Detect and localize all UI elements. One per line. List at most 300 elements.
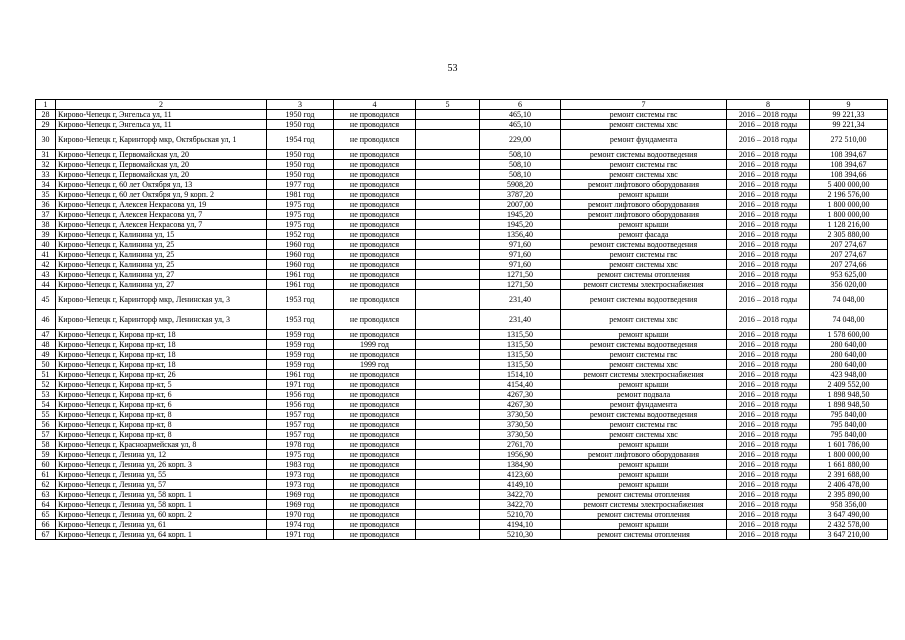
build-year-cell: 1952 год — [267, 230, 334, 240]
period-cell: 2016 – 2018 годы — [727, 230, 810, 240]
table-row — [36, 190, 888, 200]
empty-cell — [416, 350, 480, 360]
last-repair-cell: не проводился — [334, 400, 416, 410]
empty-cell — [416, 130, 480, 150]
row-number: 28 — [36, 110, 56, 120]
last-repair-cell: не проводился — [334, 250, 416, 260]
empty-cell — [416, 240, 480, 250]
table-row — [36, 200, 888, 210]
address-cell: Кирово-Чепецк г, Калинина ул, 25 — [56, 240, 267, 250]
cost-cell: 2 196 576,00 — [810, 190, 888, 200]
address-cell: Кирово-Чепецк г, Кирова пр-кт, 6 — [56, 390, 267, 400]
period-cell: 2016 – 2018 годы — [727, 520, 810, 530]
table-row — [36, 450, 888, 460]
empty-cell — [416, 370, 480, 380]
row-number: 37 — [36, 210, 56, 220]
table-row — [36, 430, 888, 440]
table-row — [36, 490, 888, 500]
row-number: 64 — [36, 500, 56, 510]
work-type-cell: ремонт крыши — [561, 480, 727, 490]
area-cell: 3730,50 — [480, 420, 561, 430]
cost-cell: 1 800 000,00 — [810, 210, 888, 220]
table-row — [36, 440, 888, 450]
row-number: 55 — [36, 410, 56, 420]
empty-cell — [416, 280, 480, 290]
address-cell: Кирово-Чепецк г, Алексея Некрасова ул, 19 — [56, 200, 267, 210]
empty-cell — [416, 520, 480, 530]
build-year-cell: 1974 год — [267, 520, 334, 530]
area-cell: 2007,00 — [480, 200, 561, 210]
cost-cell: 2 432 578,00 — [810, 520, 888, 530]
build-year-cell: 1971 год — [267, 530, 334, 540]
last-repair-cell: не проводился — [334, 310, 416, 330]
period-cell: 2016 – 2018 годы — [727, 270, 810, 280]
address-cell: Кирово-Чепецк г, Ленина ул, 58 корп. 1 — [56, 500, 267, 510]
address-cell: Кирово-Чепецк г, Алексея Некрасова ул, 7 — [56, 210, 267, 220]
empty-cell — [416, 160, 480, 170]
cost-cell: 5 400 000,00 — [810, 180, 888, 190]
build-year-cell: 1960 год — [267, 240, 334, 250]
table-row — [36, 360, 888, 370]
table-row — [36, 290, 888, 310]
address-cell: Кирово-Чепецк г, Энгельса ул, 11 — [56, 120, 267, 130]
address-cell: Кирово-Чепецк г, Кирова пр-кт, 18 — [56, 350, 267, 360]
area-cell: 5210,70 — [480, 510, 561, 520]
column-header: 2 — [56, 100, 267, 110]
cost-cell: 356 020,00 — [810, 280, 888, 290]
build-year-cell: 1953 год — [267, 310, 334, 330]
address-cell: Кирово-Чепецк г, Ленина ул, 57 — [56, 480, 267, 490]
address-cell: Кирово-Чепецк г, Кирова пр-кт, 8 — [56, 410, 267, 420]
empty-cell — [416, 480, 480, 490]
area-cell: 3730,50 — [480, 410, 561, 420]
period-cell: 2016 – 2018 годы — [727, 250, 810, 260]
period-cell: 2016 – 2018 годы — [727, 490, 810, 500]
area-cell: 4149,10 — [480, 480, 561, 490]
cost-cell: 953 625,00 — [810, 270, 888, 280]
cost-cell: 1 578 600,00 — [810, 330, 888, 340]
work-type-cell: ремонт системы гвс — [561, 250, 727, 260]
row-number: 39 — [36, 230, 56, 240]
last-repair-cell: не проводился — [334, 130, 416, 150]
period-cell: 2016 – 2018 годы — [727, 410, 810, 420]
address-cell: Кирово-Чепецк г, Первомайская ул, 20 — [56, 160, 267, 170]
row-number: 61 — [36, 470, 56, 480]
build-year-cell: 1953 год — [267, 290, 334, 310]
last-repair-cell: не проводился — [334, 510, 416, 520]
last-repair-cell: не проводился — [334, 150, 416, 160]
address-cell: Кирово-Чепецк г, Кирова пр-кт, 18 — [56, 340, 267, 350]
work-type-cell: ремонт крыши — [561, 330, 727, 340]
work-type-cell: ремонт лифтового оборудования — [561, 210, 727, 220]
empty-cell — [416, 270, 480, 280]
area-cell: 508,10 — [480, 160, 561, 170]
area-cell: 4154,40 — [480, 380, 561, 390]
area-cell: 465,10 — [480, 110, 561, 120]
area-cell: 231,40 — [480, 290, 561, 310]
row-number: 67 — [36, 530, 56, 540]
row-number: 46 — [36, 310, 56, 330]
period-cell: 2016 – 2018 годы — [727, 530, 810, 540]
empty-cell — [416, 420, 480, 430]
period-cell: 2016 – 2018 годы — [727, 420, 810, 430]
empty-cell — [416, 450, 480, 460]
address-cell: Кирово-Чепецк г, Кирова пр-кт, 8 — [56, 420, 267, 430]
area-cell: 1315,50 — [480, 340, 561, 350]
row-number: 59 — [36, 450, 56, 460]
work-type-cell: ремонт системы хвс — [561, 260, 727, 270]
address-cell: Кирово-Чепецк г, Кирова пр-кт, 6 — [56, 400, 267, 410]
build-year-cell: 1954 год — [267, 130, 334, 150]
work-type-cell: ремонт лифтового оборудования — [561, 200, 727, 210]
column-header: 9 — [810, 100, 888, 110]
address-cell: Кирово-Чепецк г, 60 лет Октября ул, 9 корп. 2 — [56, 190, 267, 200]
address-cell: Кирово-Чепецк г, Алексея Некрасова ул, 7 — [56, 220, 267, 230]
area-cell: 1384,90 — [480, 460, 561, 470]
empty-cell — [416, 110, 480, 120]
last-repair-cell: не проводился — [334, 260, 416, 270]
work-type-cell: ремонт фасада — [561, 230, 727, 240]
empty-cell — [416, 230, 480, 240]
build-year-cell: 1975 год — [267, 220, 334, 230]
last-repair-cell: не проводился — [334, 180, 416, 190]
empty-cell — [416, 330, 480, 340]
cost-cell: 1 800 000,00 — [810, 200, 888, 210]
build-year-cell: 1973 год — [267, 470, 334, 480]
period-cell: 2016 – 2018 годы — [727, 120, 810, 130]
cost-cell: 1 800 000,00 — [810, 450, 888, 460]
table-row — [36, 400, 888, 410]
work-type-cell: ремонт системы водоотведения — [561, 410, 727, 420]
repair-program-table — [35, 99, 888, 540]
row-number: 32 — [36, 160, 56, 170]
area-cell: 5210,30 — [480, 530, 561, 540]
area-cell: 4267,30 — [480, 390, 561, 400]
cost-cell: 280 640,00 — [810, 350, 888, 360]
address-cell: Кирово-Чепецк г, Кирова пр-кт, 26 — [56, 370, 267, 380]
empty-cell — [416, 310, 480, 330]
period-cell: 2016 – 2018 годы — [727, 440, 810, 450]
row-number: 50 — [36, 360, 56, 370]
table-row — [36, 350, 888, 360]
area-cell: 1315,50 — [480, 360, 561, 370]
period-cell: 2016 – 2018 годы — [727, 450, 810, 460]
area-cell: 4194,10 — [480, 520, 561, 530]
address-cell: Кирово-Чепецк г, Ленина ул, 64 корп. 1 — [56, 530, 267, 540]
address-cell: Кирово-Чепецк г, Ленина ул, 55 — [56, 470, 267, 480]
build-year-cell: 1969 год — [267, 500, 334, 510]
address-cell: Кирово-Чепецк г, Каринторф мкр, Ленинская ул, 3 — [56, 310, 267, 330]
last-repair-cell: не проводился — [334, 520, 416, 530]
work-type-cell: ремонт крыши — [561, 460, 727, 470]
address-cell: Кирово-Чепецк г, Ленина ул, 58 корп. 1 — [56, 490, 267, 500]
cost-cell: 207 274,67 — [810, 240, 888, 250]
address-cell: Кирово-Чепецк г, Каринторф мкр, Ленинская ул, 3 — [56, 290, 267, 310]
table-row — [36, 340, 888, 350]
last-repair-cell: не проводился — [334, 170, 416, 180]
last-repair-cell: 1999 год — [334, 340, 416, 350]
build-year-cell: 1956 год — [267, 390, 334, 400]
period-cell: 2016 – 2018 годы — [727, 200, 810, 210]
row-number: 33 — [36, 170, 56, 180]
period-cell: 2016 – 2018 годы — [727, 390, 810, 400]
cost-cell: 1 661 880,00 — [810, 460, 888, 470]
period-cell: 2016 – 2018 годы — [727, 290, 810, 310]
last-repair-cell: не проводился — [334, 480, 416, 490]
cost-cell: 3 647 490,00 — [810, 510, 888, 520]
cost-cell: 958 356,00 — [810, 500, 888, 510]
table-row — [36, 510, 888, 520]
last-repair-cell: не проводился — [334, 530, 416, 540]
cost-cell: 1 601 786,00 — [810, 440, 888, 450]
build-year-cell: 1957 год — [267, 430, 334, 440]
last-repair-cell: не проводился — [334, 350, 416, 360]
work-type-cell: ремонт фундамента — [561, 400, 727, 410]
table-row — [36, 530, 888, 540]
work-type-cell: ремонт фундамента — [561, 130, 727, 150]
table-header-row — [36, 100, 888, 110]
table-row — [36, 240, 888, 250]
row-number: 47 — [36, 330, 56, 340]
period-cell: 2016 – 2018 годы — [727, 150, 810, 160]
row-number: 35 — [36, 190, 56, 200]
empty-cell — [416, 180, 480, 190]
row-number: 66 — [36, 520, 56, 530]
cost-cell: 99 221,34 — [810, 120, 888, 130]
build-year-cell: 1983 год — [267, 460, 334, 470]
cost-cell: 108 394,67 — [810, 150, 888, 160]
build-year-cell: 1959 год — [267, 340, 334, 350]
work-type-cell: ремонт системы отопления — [561, 490, 727, 500]
build-year-cell: 1975 год — [267, 200, 334, 210]
build-year-cell: 1950 год — [267, 110, 334, 120]
row-number: 60 — [36, 460, 56, 470]
cost-cell: 280 640,00 — [810, 360, 888, 370]
empty-cell — [416, 220, 480, 230]
table-row — [36, 330, 888, 340]
build-year-cell: 1973 год — [267, 480, 334, 490]
area-cell: 3787,20 — [480, 190, 561, 200]
last-repair-cell: не проводился — [334, 410, 416, 420]
empty-cell — [416, 510, 480, 520]
cost-cell: 74 048,00 — [810, 310, 888, 330]
cost-cell: 795 840,00 — [810, 410, 888, 420]
row-number: 34 — [36, 180, 56, 190]
table-row — [36, 230, 888, 240]
build-year-cell: 1957 год — [267, 410, 334, 420]
area-cell: 1271,50 — [480, 280, 561, 290]
address-cell: Кирово-Чепецк г, Кирова пр-кт, 5 — [56, 380, 267, 390]
build-year-cell: 1975 год — [267, 210, 334, 220]
cost-cell: 74 048,00 — [810, 290, 888, 310]
work-type-cell: ремонт системы хвс — [561, 360, 727, 370]
address-cell: Кирово-Чепецк г, Калинина ул, 27 — [56, 280, 267, 290]
build-year-cell: 1950 год — [267, 170, 334, 180]
empty-cell — [416, 360, 480, 370]
empty-cell — [416, 460, 480, 470]
work-type-cell: ремонт крыши — [561, 190, 727, 200]
work-type-cell: ремонт системы отопления — [561, 510, 727, 520]
address-cell: Кирово-Чепецк г, Ленина ул, 61 — [56, 520, 267, 530]
build-year-cell: 1950 год — [267, 150, 334, 160]
period-cell: 2016 – 2018 годы — [727, 470, 810, 480]
last-repair-cell: не проводился — [334, 220, 416, 230]
work-type-cell: ремонт подвала — [561, 390, 727, 400]
area-cell: 1514,10 — [480, 370, 561, 380]
cost-cell: 2 305 880,00 — [810, 230, 888, 240]
row-number: 54 — [36, 400, 56, 410]
last-repair-cell: не проводился — [334, 390, 416, 400]
cost-cell: 2 409 552,00 — [810, 380, 888, 390]
row-number: 30 — [36, 130, 56, 150]
last-repair-cell: не проводился — [334, 370, 416, 380]
last-repair-cell: не проводился — [334, 160, 416, 170]
work-type-cell: ремонт системы хвс — [561, 430, 727, 440]
empty-cell — [416, 260, 480, 270]
row-number: 36 — [36, 200, 56, 210]
work-type-cell: ремонт системы водоотведения — [561, 340, 727, 350]
last-repair-cell: не проводился — [334, 440, 416, 450]
area-cell: 3730,50 — [480, 430, 561, 440]
last-repair-cell: не проводился — [334, 330, 416, 340]
build-year-cell: 1970 год — [267, 510, 334, 520]
cost-cell: 423 948,00 — [810, 370, 888, 380]
row-number: 45 — [36, 290, 56, 310]
build-year-cell: 1975 год — [267, 450, 334, 460]
row-number: 65 — [36, 510, 56, 520]
period-cell: 2016 – 2018 годы — [727, 280, 810, 290]
row-number: 44 — [36, 280, 56, 290]
build-year-cell: 1971 год — [267, 380, 334, 390]
period-cell: 2016 – 2018 годы — [727, 190, 810, 200]
empty-cell — [416, 340, 480, 350]
empty-cell — [416, 210, 480, 220]
area-cell: 1315,50 — [480, 350, 561, 360]
last-repair-cell: не проводился — [334, 230, 416, 240]
row-number: 38 — [36, 220, 56, 230]
table-row — [36, 120, 888, 130]
period-cell: 2016 – 2018 годы — [727, 510, 810, 520]
work-type-cell: ремонт системы гвс — [561, 420, 727, 430]
last-repair-cell: не проводился — [334, 110, 416, 120]
row-number: 57 — [36, 430, 56, 440]
address-cell: Кирово-Чепецк г, Калинина ул, 25 — [56, 250, 267, 260]
table-row — [36, 130, 888, 150]
row-number: 41 — [36, 250, 56, 260]
period-cell: 2016 – 2018 годы — [727, 370, 810, 380]
area-cell: 971,60 — [480, 250, 561, 260]
area-cell: 465,10 — [480, 120, 561, 130]
cost-cell: 207 274,66 — [810, 260, 888, 270]
build-year-cell: 1956 год — [267, 400, 334, 410]
work-type-cell: ремонт системы хвс — [561, 120, 727, 130]
area-cell: 1945,20 — [480, 220, 561, 230]
last-repair-cell: не проводился — [334, 200, 416, 210]
area-cell: 231,40 — [480, 310, 561, 330]
empty-cell — [416, 170, 480, 180]
cost-cell: 280 640,00 — [810, 340, 888, 350]
period-cell: 2016 – 2018 годы — [727, 110, 810, 120]
area-cell: 4123,60 — [480, 470, 561, 480]
address-cell: Кирово-Чепецк г, 60 лет Октября ул, 13 — [56, 180, 267, 190]
work-type-cell: ремонт системы водоотведения — [561, 290, 727, 310]
empty-cell — [416, 250, 480, 260]
work-type-cell: ремонт системы отопления — [561, 270, 727, 280]
table-row — [36, 280, 888, 290]
row-number: 58 — [36, 440, 56, 450]
work-type-cell: ремонт крыши — [561, 220, 727, 230]
table-row — [36, 500, 888, 510]
build-year-cell: 1977 год — [267, 180, 334, 190]
column-header: 6 — [480, 100, 561, 110]
address-cell: Кирово-Чепецк г, Энгельса ул, 11 — [56, 110, 267, 120]
last-repair-cell: не проводился — [334, 240, 416, 250]
empty-cell — [416, 430, 480, 440]
row-number: 42 — [36, 260, 56, 270]
period-cell: 2016 – 2018 годы — [727, 360, 810, 370]
build-year-cell: 1959 год — [267, 360, 334, 370]
last-repair-cell: не проводился — [334, 190, 416, 200]
row-number: 43 — [36, 270, 56, 280]
last-repair-cell: не проводился — [334, 270, 416, 280]
last-repair-cell: не проводился — [334, 380, 416, 390]
row-number: 52 — [36, 380, 56, 390]
empty-cell — [416, 290, 480, 310]
build-year-cell: 1961 год — [267, 370, 334, 380]
period-cell: 2016 – 2018 годы — [727, 400, 810, 410]
period-cell: 2016 – 2018 годы — [727, 500, 810, 510]
empty-cell — [416, 440, 480, 450]
row-number: 56 — [36, 420, 56, 430]
period-cell: 2016 – 2018 годы — [727, 310, 810, 330]
area-cell: 3422,70 — [480, 490, 561, 500]
work-type-cell: ремонт лифтового оборудования — [561, 180, 727, 190]
address-cell: Кирово-Чепецк г, Ленина ул, 60 корп. 2 — [56, 510, 267, 520]
area-cell: 508,10 — [480, 150, 561, 160]
work-type-cell: ремонт лифтового оборудования — [561, 450, 727, 460]
table-row — [36, 250, 888, 260]
period-cell: 2016 – 2018 годы — [727, 180, 810, 190]
area-cell: 1956,90 — [480, 450, 561, 460]
row-number: 40 — [36, 240, 56, 250]
cost-cell: 1 898 948,50 — [810, 390, 888, 400]
address-cell: Кирово-Чепецк г, Ленина ул, 12 — [56, 450, 267, 460]
area-cell: 1356,40 — [480, 230, 561, 240]
table-row — [36, 260, 888, 270]
cost-cell: 1 128 216,00 — [810, 220, 888, 230]
work-type-cell: ремонт системы электроснабжения — [561, 370, 727, 380]
column-header: 8 — [727, 100, 810, 110]
row-number: 63 — [36, 490, 56, 500]
column-header: 4 — [334, 100, 416, 110]
work-type-cell: ремонт системы электроснабжения — [561, 500, 727, 510]
table-row — [36, 480, 888, 490]
empty-cell — [416, 410, 480, 420]
table-row — [36, 220, 888, 230]
row-number: 31 — [36, 150, 56, 160]
period-cell: 2016 – 2018 годы — [727, 220, 810, 230]
cost-cell: 272 510,00 — [810, 130, 888, 150]
work-type-cell: ремонт системы гвс — [561, 110, 727, 120]
address-cell: Кирово-Чепецк г, Красноармейская ул, 8 — [56, 440, 267, 450]
area-cell: 1271,50 — [480, 270, 561, 280]
build-year-cell: 1978 год — [267, 440, 334, 450]
row-number: 62 — [36, 480, 56, 490]
work-type-cell: ремонт системы хвс — [561, 310, 727, 330]
work-type-cell: ремонт системы водоотведения — [561, 240, 727, 250]
last-repair-cell: не проводился — [334, 420, 416, 430]
cost-cell: 1 898 948,50 — [810, 400, 888, 410]
